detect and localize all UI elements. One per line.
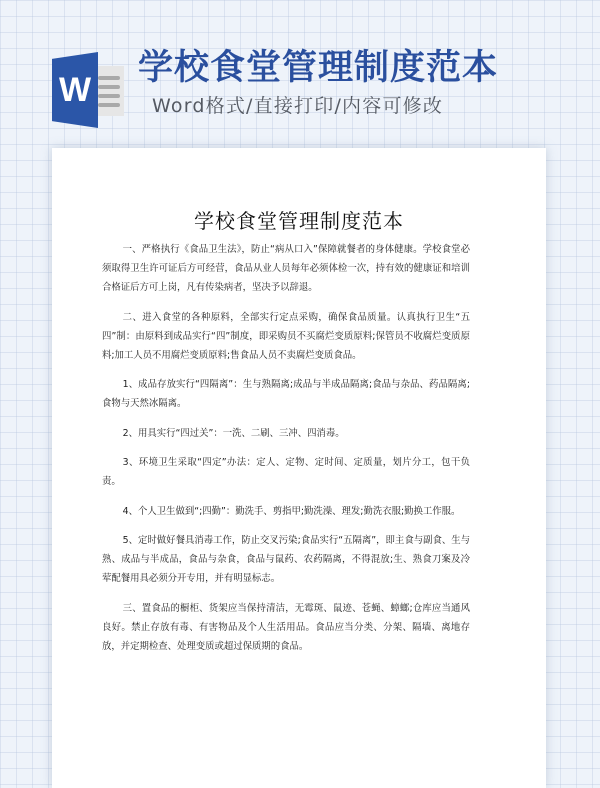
paragraph-1: 一、严格执行《食品卫生法》，防止“病从口入”保障就餐者的身体健康。学校食堂必须取得卫生许可证后方可经营，食品从业人员每年必须体检一次，持有效的健康证和培训合格证后方可上岗，凡有传染病者，坚决予以辞退。 [102, 244, 470, 293]
paragraph-8: 三、置食品的橱柜、货架应当保持清洁，无霉斑、鼠迹、苍蝇、蟑螂;仓库应当通风良好。禁止存放有毒、有害物品及个人生活用品。食品应当分类、分架、隔墙、离地存放，并定期检查、处理变质或超过保质期的食品。 [102, 602, 470, 652]
text-line-shape [98, 76, 120, 80]
paragraph-3: 1、成品存放实行“四隔离”：生与熟隔离;成品与半成品隔离;食品与杂品、药品隔离;食物与天然冰隔离。 [102, 379, 470, 409]
paragraph-4: 2、用具实行“四过关”：一洗、二刷、三冲、四消毒。 [122, 427, 345, 439]
document-page [52, 148, 546, 788]
text-line-shape [98, 103, 120, 107]
paragraph-7: 5、定时做好餐具消毒工作，防止交叉污染;食品实行“五隔离”，即主食与副食、生与熟、成品与半成品，食品与杂食，食品与鼠药、农药隔离，不得混放;生、熟食刀案及冷荤配餐用具必须分开专用，并有明显标志。 [102, 535, 470, 584]
banner [0, 0, 600, 140]
banner-subtitle: Word格式/直接打印/内容可修改 [152, 95, 444, 117]
document-title: 学校食堂管理制度范本 [194, 209, 404, 233]
banner-title: 学校食堂管理制度范本 [138, 48, 499, 88]
paragraph-5: 3、环境卫生采取“四定”办法：定人、定物、定时间、定质量，划片分工，包干负责。 [102, 457, 470, 487]
paragraph-6: 4、个人卫生做到“;四勤”：勤洗手、剪指甲;勤洗澡、理发;勤洗衣服;勤换工作服。 [122, 505, 461, 517]
document-sheet-shape [94, 66, 124, 116]
paragraph-2: 二、进入食堂的各种原料，全部实行定点采购，确保食品质量。认真执行卫生“五四”制：由原料到成品实行“四”制度，即采购员不买腐烂变质原料;保管员不收腐烂变质原料;加工人员不用腐烂变质原料;售食品人员不卖腐烂变质食品。 [102, 311, 470, 361]
text-line-shape [98, 94, 120, 98]
text-line-shape [98, 85, 120, 89]
word-logo-letter: W [58, 71, 92, 109]
microsoft-word-icon [52, 52, 132, 128]
document-body [102, 240, 470, 666]
